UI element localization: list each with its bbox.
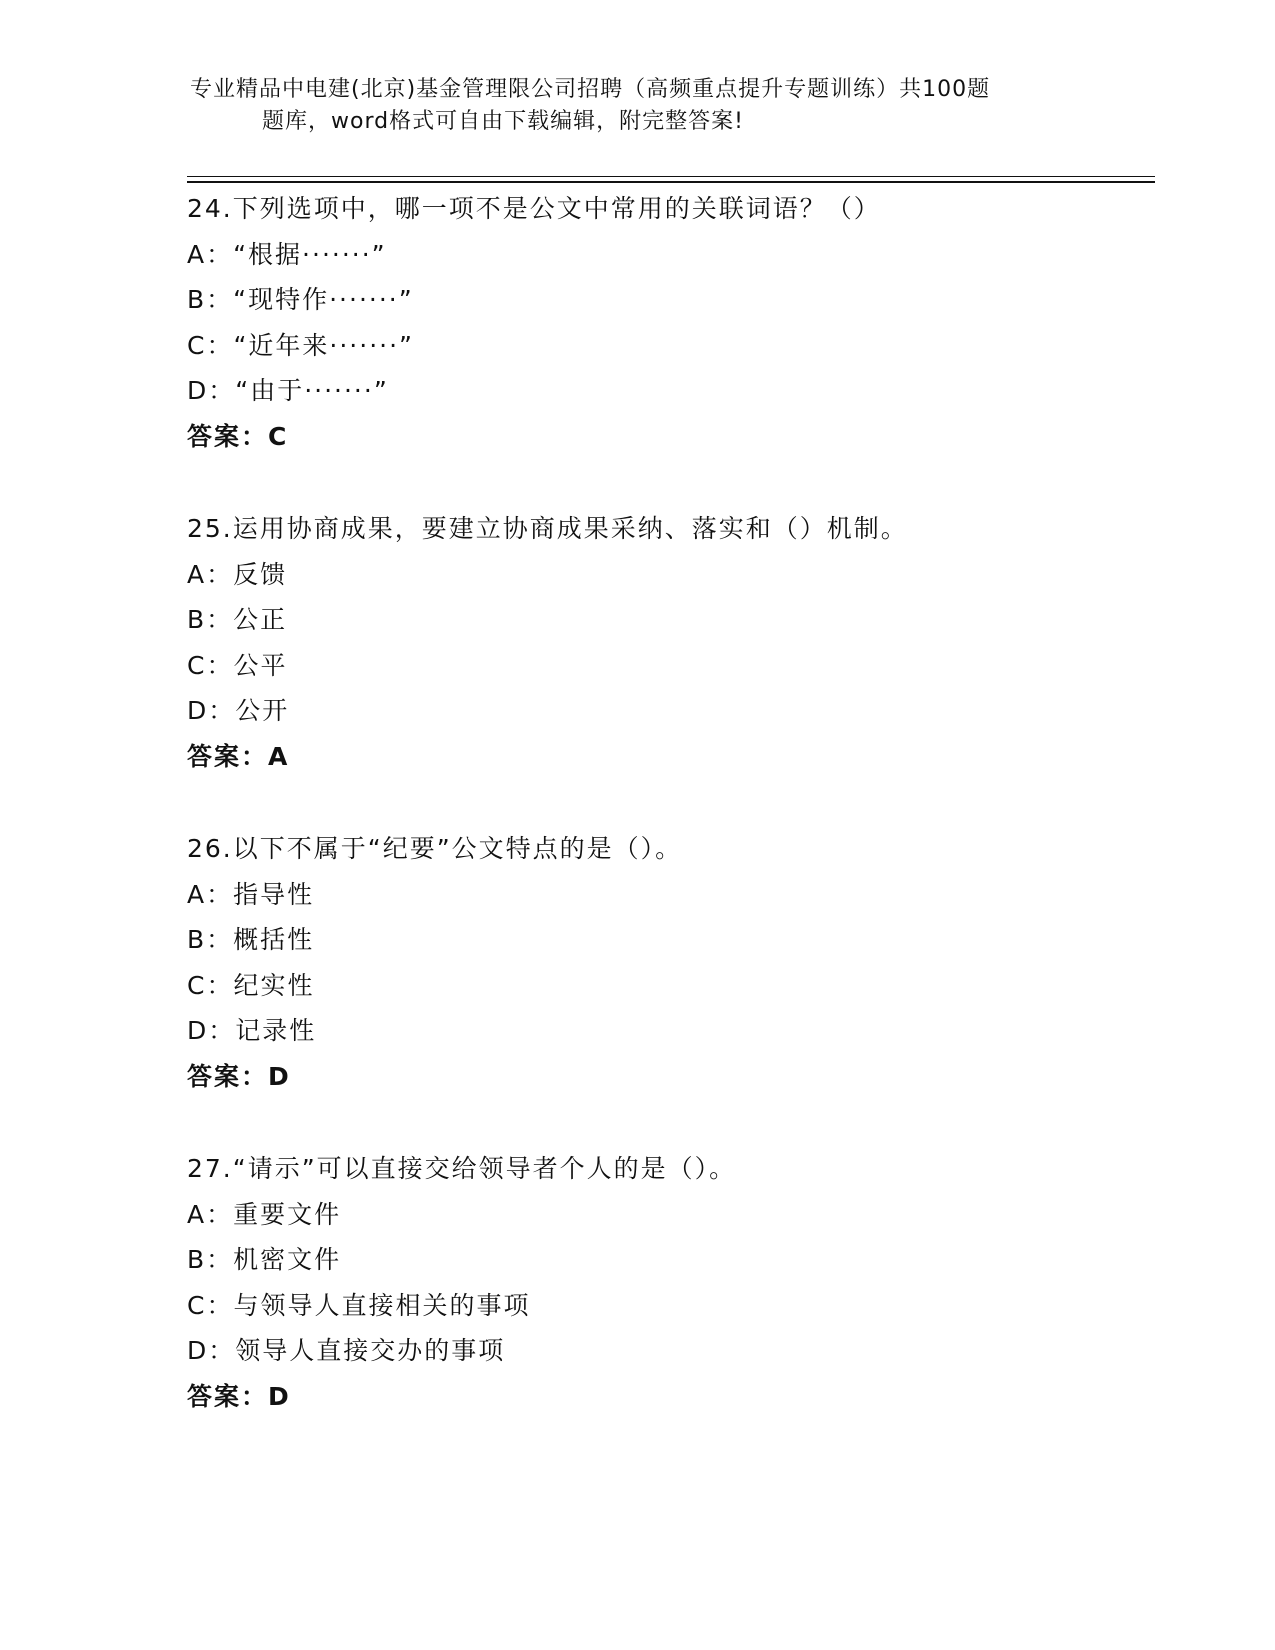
option-d: D：领导人直接交办的事项 [187, 1336, 506, 1365]
header-divider-thin [187, 176, 1155, 177]
option-b: B：“现特作·······” [187, 285, 414, 314]
question-27 [187, 1146, 1147, 1419]
question-stem: 27.“请示”可以直接交给领导者个人的是（）。 [187, 1154, 737, 1183]
answer-line: 答案：A [187, 741, 290, 771]
question-stem: 24.下列选项中，哪一项不是公文中常用的关联词语？（） [187, 194, 881, 223]
option-a: A：指导性 [187, 879, 315, 909]
option-a: A：重要文件 [187, 1199, 342, 1229]
option-c: C：“近年来·······” [187, 330, 414, 360]
question-26 [187, 826, 1147, 1099]
question-24 [187, 186, 1147, 459]
option-d: D：公开 [187, 696, 290, 725]
question-25 [187, 506, 1147, 779]
option-b: B：概括性 [187, 925, 315, 954]
question-stem: 25.运用协商成果，要建立协商成果采纳、落实和（）机制。 [187, 514, 908, 543]
answer-line: 答案：D [187, 1381, 291, 1411]
question-list [187, 186, 1147, 1466]
option-c: C：纪实性 [187, 970, 315, 1000]
header-divider-thick [187, 181, 1155, 183]
document-header [190, 74, 1070, 138]
option-b: B：机密文件 [187, 1245, 342, 1274]
header-title-line2: 题库，word格式可自由下载编辑，附完整答案! [262, 109, 744, 134]
option-a: A：“根据·······” [187, 239, 387, 269]
option-d: D：“由于·······” [187, 376, 389, 405]
answer-line: 答案：C [187, 421, 289, 451]
option-a: A：反馈 [187, 559, 288, 589]
question-stem: 26.以下不属于“纪要”公文特点的是（）。 [187, 834, 683, 863]
option-c: C：与领导人直接相关的事项 [187, 1290, 531, 1320]
option-c: C：公平 [187, 650, 288, 680]
header-title-line1: 专业精品中电建(北京)基金管理限公司招聘（高频重点提升专题训练）共100题 [190, 77, 991, 102]
option-d: D：记录性 [187, 1016, 317, 1045]
option-b: B：公正 [187, 605, 288, 634]
answer-line: 答案：D [187, 1061, 291, 1091]
